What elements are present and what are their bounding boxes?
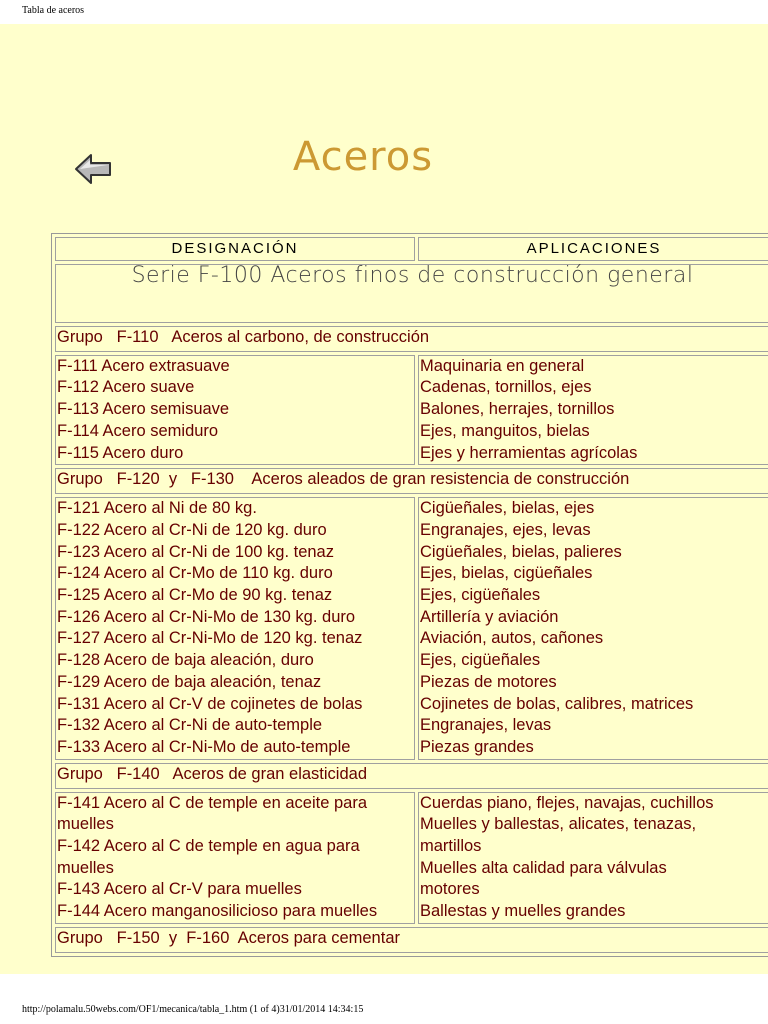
column-header-designation: DESIGNACIÓN bbox=[55, 237, 415, 261]
designation-line: F-131 Acero al Cr-V de cojinetes de bolas bbox=[57, 694, 363, 713]
page-sheet bbox=[0, 24, 768, 974]
application-line: martillos bbox=[420, 837, 482, 856]
application-line: Engranajes, ejes, levas bbox=[420, 520, 591, 539]
application-line: Muelles alta calidad para válvulas bbox=[420, 858, 667, 877]
designation-line: F-124 Acero al Cr-Mo de 110 kg. duro bbox=[57, 564, 333, 583]
group-detail-row bbox=[55, 792, 768, 924]
designation-line: F-126 Acero al Cr-Ni-Mo de 130 kg. duro bbox=[57, 607, 356, 626]
designation-line: F-113 Acero semisuave bbox=[57, 400, 230, 419]
application-line: Maquinaria en general bbox=[420, 356, 585, 375]
page-title: Aceros bbox=[292, 134, 434, 180]
application-line: Ejes, cigüeñales bbox=[420, 651, 541, 670]
application-cell bbox=[418, 355, 768, 466]
application-line: Ejes, cigüeñales bbox=[420, 586, 541, 605]
header-row bbox=[55, 237, 768, 261]
series-title: Serie F-100 Aceros finos de construcción general bbox=[55, 264, 768, 323]
designation-line: F-133 Acero al Cr-Ni-Mo de auto-temple bbox=[57, 737, 351, 756]
application-line: Ejes, bielas, cigüeñales bbox=[420, 564, 593, 583]
designation-line: F-122 Acero al Cr-Ni de 120 kg. duro bbox=[57, 520, 327, 539]
application-line: Cuerdas piano, flejes, navajas, cuchillos bbox=[420, 793, 714, 812]
designation-line: F-144 Acero manganosilicioso para muelles bbox=[57, 902, 378, 921]
application-cell bbox=[418, 792, 768, 924]
application-line: Cigüeñales, bielas, palieres bbox=[420, 542, 622, 561]
application-line: Aviación, autos, cañones bbox=[420, 629, 604, 648]
designation-line: F-128 Acero de baja aleación, duro bbox=[57, 651, 314, 670]
designation-line: F-123 Acero al Cr-Ni de 100 kg. tenaz bbox=[57, 542, 334, 561]
designation-cell bbox=[55, 792, 415, 924]
designation-line: F-132 Acero al Cr-Ni de auto-temple bbox=[57, 716, 323, 735]
application-line: Cigüeñales, bielas, ejes bbox=[420, 499, 595, 518]
application-line: Artillería y aviación bbox=[420, 607, 559, 626]
application-line: Piezas de motores bbox=[420, 672, 557, 691]
designation-line: F-125 Acero al Cr-Mo de 90 kg. tenaz bbox=[57, 586, 333, 605]
designation-line: F-121 Acero al Ni de 80 kg. bbox=[57, 499, 257, 518]
designation-line: F-129 Acero de baja aleación, tenaz bbox=[57, 672, 322, 691]
designation-line: F-142 Acero al C de temple en agua para bbox=[57, 837, 360, 856]
series-row bbox=[55, 264, 768, 323]
group-label: Grupo F-140 Aceros de gran elasticidad bbox=[55, 763, 768, 789]
group-detail-row bbox=[55, 355, 768, 466]
application-line: Balones, herrajes, tornillos bbox=[420, 400, 615, 419]
group-label: Grupo F-120 y F-130 Aceros aleados de gran resistencia de construcción bbox=[55, 468, 768, 494]
group-row bbox=[55, 763, 768, 789]
designation-line: muelles bbox=[57, 815, 114, 834]
designation-line: F-111 Acero extrasuave bbox=[57, 356, 230, 375]
group-detail-row bbox=[55, 497, 768, 759]
print-header: Tabla de aceros bbox=[22, 5, 85, 16]
designation-line: F-112 Acero suave bbox=[57, 378, 195, 397]
steel-table bbox=[51, 233, 768, 957]
designation-line: muelles bbox=[57, 858, 114, 877]
designation-line: F-141 Acero al C de temple en aceite para bbox=[57, 793, 368, 812]
application-line: Muelles y ballestas, alicates, tenazas, bbox=[420, 815, 697, 834]
application-line: Engranajes, levas bbox=[420, 716, 552, 735]
designation-cell bbox=[55, 497, 415, 759]
group-row bbox=[55, 468, 768, 494]
application-line: Ballestas y muelles grandes bbox=[420, 902, 626, 921]
group-row bbox=[55, 927, 768, 953]
designation-cell bbox=[55, 355, 415, 466]
designation-line: F-114 Acero semiduro bbox=[57, 421, 219, 440]
application-line: Cadenas, tornillos, ejes bbox=[420, 378, 592, 397]
application-line: Cojinetes de bolas, calibres, matrices bbox=[420, 694, 694, 713]
designation-line: F-143 Acero al Cr-V para muelles bbox=[57, 880, 302, 899]
group-label: Grupo F-150 y F-160 Aceros para cementar bbox=[55, 927, 768, 953]
group-label: Grupo F-110 Aceros al carbono, de construcción bbox=[55, 326, 768, 352]
designation-line: F-127 Acero al Cr-Ni-Mo de 120 kg. tenaz bbox=[57, 629, 363, 648]
application-line: Ejes y herramientas agrícolas bbox=[420, 443, 638, 462]
column-header-applications: APLICACIONES bbox=[418, 237, 768, 261]
designation-line: F-115 Acero duro bbox=[57, 443, 184, 462]
group-row bbox=[55, 326, 768, 352]
print-footer: http://polamalu.50webs.com/OF1/mecanica/tabla_1.htm (1 of 4)31/01/2014 14:34:15 bbox=[22, 1004, 364, 1015]
application-line: motores bbox=[420, 880, 480, 899]
application-line: Piezas grandes bbox=[420, 737, 534, 756]
application-line: Ejes, manguitos, bielas bbox=[420, 421, 590, 440]
application-cell bbox=[418, 497, 768, 759]
